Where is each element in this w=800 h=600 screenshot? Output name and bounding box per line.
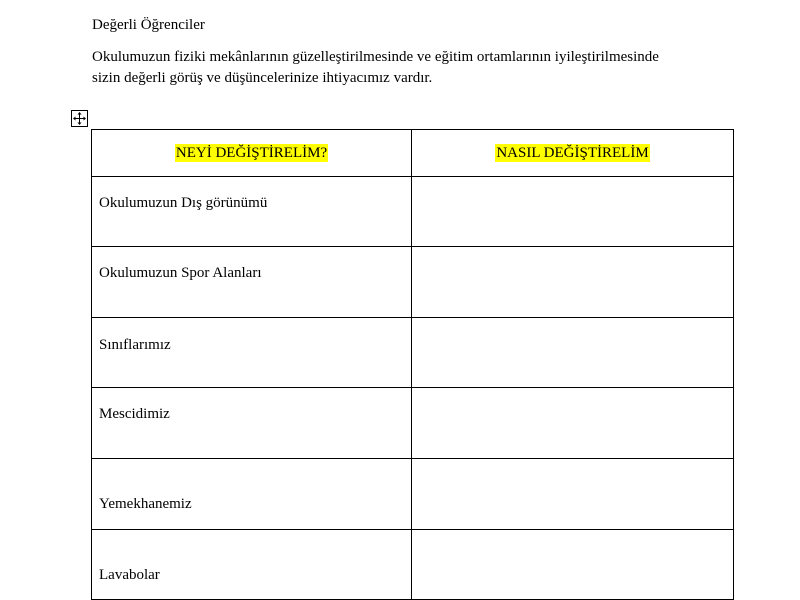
row-item-label: Sınıflarımız [99, 337, 171, 353]
row-answer-cell[interactable] [412, 459, 734, 530]
row-answer-cell[interactable] [412, 247, 734, 318]
table-row [92, 530, 734, 600]
row-item-cell [92, 530, 412, 600]
row-answer-cell[interactable] [412, 388, 734, 459]
header-label: NEYİ DEĞİŞTİRELİM? [175, 144, 328, 161]
greeting: Değerli Öğrenciler [92, 17, 205, 33]
row-item-label: Okulumuzun Spor Alanları [99, 265, 262, 281]
feedback-table [91, 129, 734, 600]
header-how-to-change [412, 130, 734, 177]
row-item-label: Yemekhanemiz [99, 496, 192, 512]
table-header-row [92, 130, 734, 177]
table-row [92, 177, 734, 247]
table-row [92, 388, 734, 459]
intro-line: sizin değerli görüş ve düşüncelerinize ihtiyacımız vardır. [92, 70, 433, 86]
move-arrows-icon [72, 111, 87, 126]
header-label: NASIL DEĞİŞTİRELİM [496, 144, 649, 161]
header-what-to-change [92, 130, 412, 177]
row-item-cell [92, 318, 412, 388]
row-answer-cell[interactable] [412, 318, 734, 388]
row-item-cell [92, 177, 412, 247]
row-item-cell [92, 388, 412, 459]
intro-line: Okulumuzun fiziki mekânlarının güzelleştirilmesinde ve eğitim ortamlarının iyileştirilmesinde [92, 49, 659, 65]
table-row [92, 318, 734, 388]
row-item-label: Okulumuzun Dış görünümü [99, 195, 268, 211]
row-item-cell [92, 459, 412, 530]
row-answer-cell[interactable] [412, 530, 734, 600]
table-row [92, 247, 734, 318]
row-answer-cell[interactable] [412, 177, 734, 247]
row-item-cell [92, 247, 412, 318]
intro-paragraph [92, 47, 752, 89]
row-item-label: Mescidimiz [99, 406, 170, 422]
table-row [92, 459, 734, 530]
row-item-label: Lavabolar [99, 567, 160, 583]
table-move-handle[interactable] [71, 110, 88, 127]
